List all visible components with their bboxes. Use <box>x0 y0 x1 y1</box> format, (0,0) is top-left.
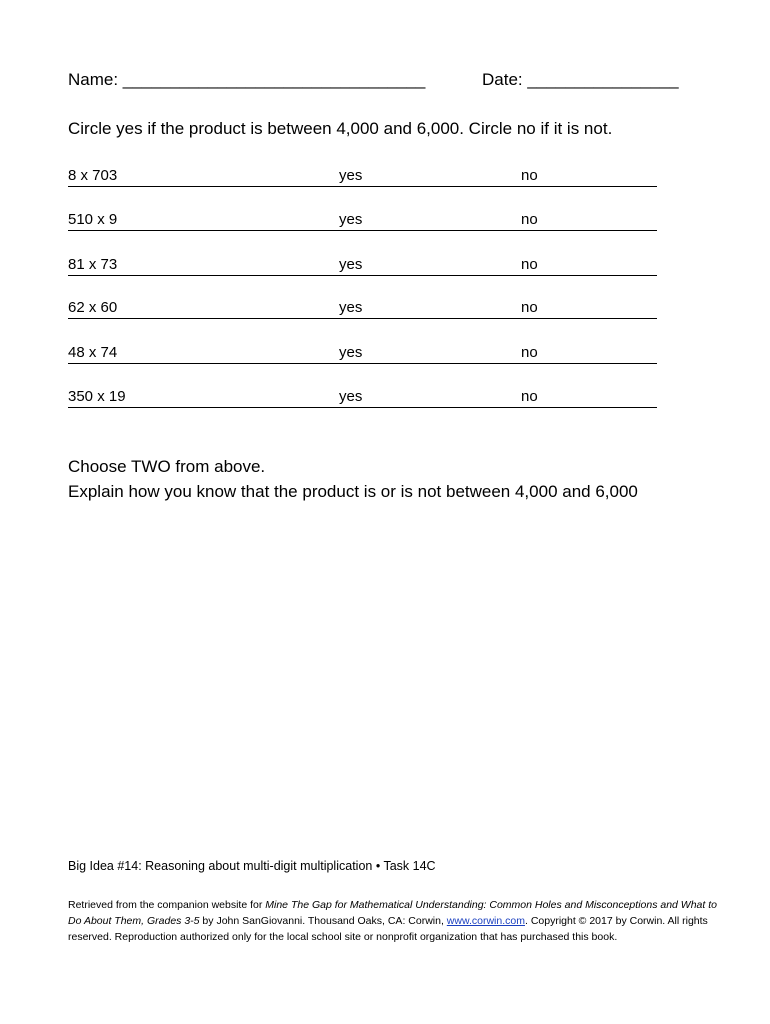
answer-line <box>68 275 657 276</box>
no-option[interactable]: no <box>521 388 538 405</box>
credit-mid: by John SanGiovanni. Thousand Oaks, CA: Corwin, <box>199 915 447 927</box>
problem-row <box>68 388 657 408</box>
problem-expression: 62 x 60 <box>68 299 118 316</box>
answer-line <box>68 186 657 187</box>
problem-expression: 8 x 703 <box>68 167 118 184</box>
problem-row <box>68 256 657 276</box>
task-footer-title: Big Idea #14: Reasoning about multi-digit multiplication • Task 14C <box>68 859 436 873</box>
answer-line <box>68 318 657 319</box>
problem-row <box>68 211 657 231</box>
answer-line <box>68 363 657 364</box>
no-option[interactable]: no <box>521 211 538 228</box>
problem-row <box>68 344 657 364</box>
prompt-line-2: Explain how you know that the product is or is not between 4,000 and 6,000 <box>68 482 638 501</box>
explanation-prompt <box>68 454 638 504</box>
no-option[interactable]: no <box>521 256 538 273</box>
problem-expression: 81 x 73 <box>68 256 118 273</box>
book-title: Mine The Gap for Mathematical Understanding: Common Holes and Misconceptions and What to Do About Them, Grades 3-5 <box>68 899 717 927</box>
problem-row <box>68 299 657 319</box>
corwin-link[interactable]: www.corwin.com <box>446 915 525 927</box>
prompt-line-1: Choose TWO from above. <box>68 457 266 476</box>
no-option[interactable]: no <box>521 344 538 361</box>
problem-expression: 510 x 9 <box>68 211 118 228</box>
yes-option[interactable]: yes <box>339 388 363 405</box>
yes-option[interactable]: yes <box>339 167 363 184</box>
no-option[interactable]: no <box>521 167 538 184</box>
yes-option[interactable]: yes <box>339 299 363 316</box>
problem-expression: 350 x 19 <box>68 388 126 405</box>
yes-option[interactable]: yes <box>339 256 363 273</box>
problem-row <box>68 167 657 187</box>
credit-suffix: . Copyright © 2017 by Corwin. All rights reserved. Reproduction authorized only for the local school site or nonprofit organization that has purchased this book. <box>68 915 708 943</box>
credit-prefix: Retrieved from the companion website for <box>68 899 266 911</box>
problem-expression: 48 x 74 <box>68 344 118 361</box>
yes-option[interactable]: yes <box>339 211 363 228</box>
date-field[interactable]: Date: ________________ <box>482 70 679 89</box>
name-field[interactable]: Name: ________________________________ <box>68 70 426 89</box>
answer-line <box>68 230 657 231</box>
yes-option[interactable]: yes <box>339 344 363 361</box>
instructions: Circle yes if the product is between 4,000 and 6,000. Circle no if it is not. <box>68 119 613 138</box>
copyright-credit <box>68 897 718 945</box>
no-option[interactable]: no <box>521 299 538 316</box>
answer-line <box>68 407 657 408</box>
